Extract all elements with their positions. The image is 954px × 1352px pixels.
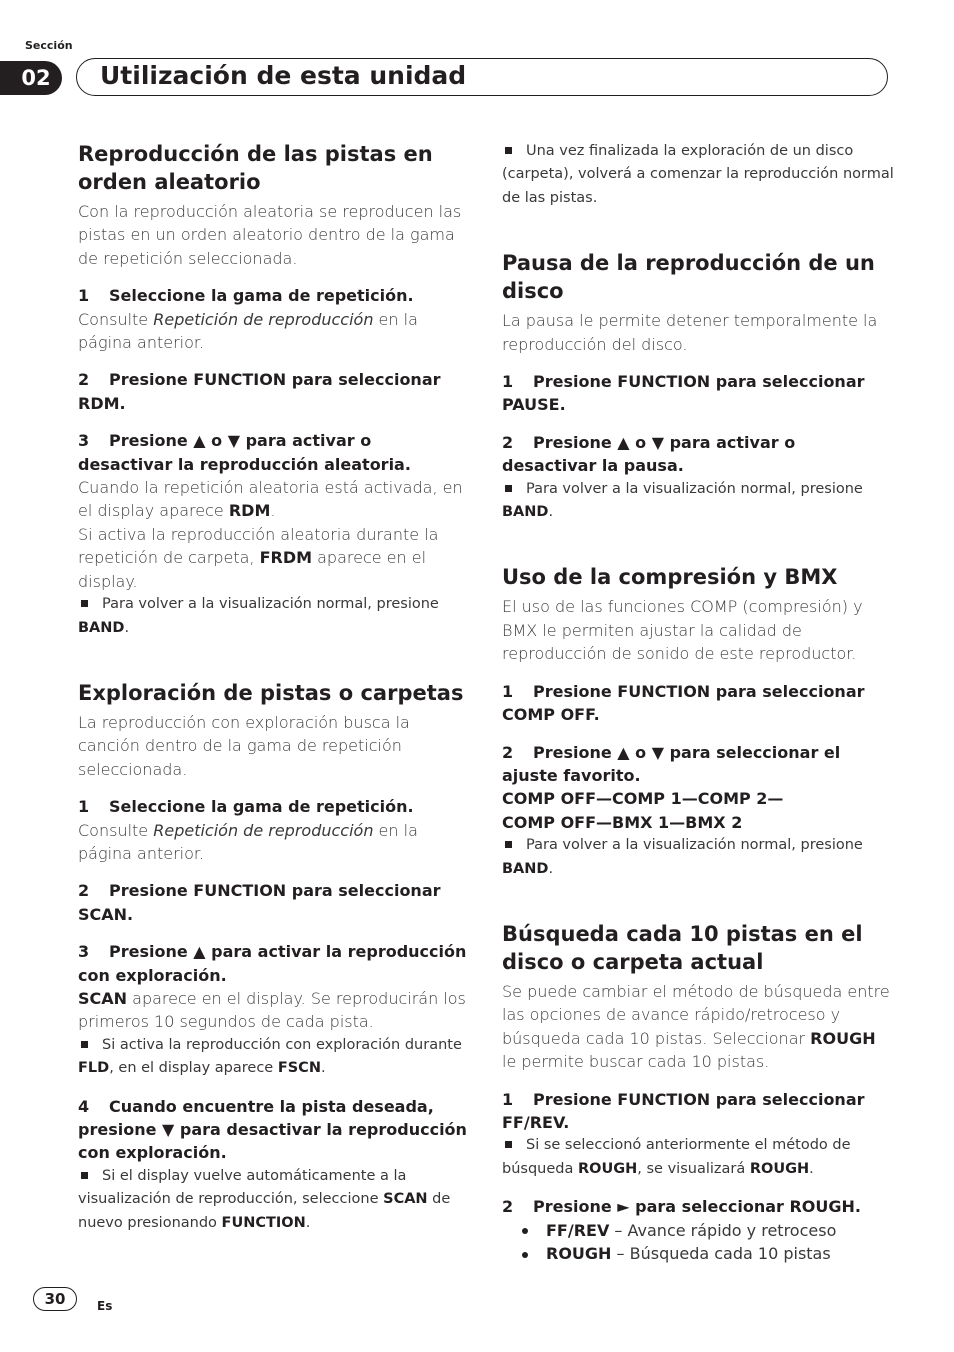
section-intro: Se puede cambiar el método de búsqueda entre las opciones de avance rápido/retroceso y búsqueda cada 10 pistas. Seleccionar ROUGH le permite buscar cada 10 pistas. <box>502 981 890 1072</box>
section-rough-search <box>502 920 894 1265</box>
step-3: 3 Presione ▲ para activar la reproducción con exploración. <box>78 942 467 985</box>
square-bullet-icon <box>505 485 512 492</box>
step-2: 2 Presione FUNCTION para seleccionar SCAN. <box>78 881 441 924</box>
step-2: 2 Presione ▲ o ▼ para activar o desactivar la pausa. <box>502 432 796 476</box>
square-bullet-icon <box>505 1141 512 1148</box>
step-1: 1 Seleccione la gama de repetición. <box>78 286 414 306</box>
section-number-badge: 02 <box>0 61 62 95</box>
chapter-title: Utilización de esta unidad <box>100 61 467 90</box>
left-column <box>78 140 470 1235</box>
section-intro: Con la reproducción aleatoria se reproducen las pistas en un orden aleatorio dentro de la gama de repetición seleccionada. <box>78 202 462 268</box>
section-pause <box>502 249 894 524</box>
section-heading: Uso de la compresión y BMX <box>502 565 838 590</box>
step-1: 1 Presione FUNCTION para seleccionar FF/REV. <box>502 1089 865 1132</box>
note: Para volver a la visualización normal, presione BAND. <box>78 596 439 636</box>
section-heading: Reproducción de las pistas en orden aleatorio <box>78 142 433 194</box>
section-intro: La reproducción con exploración busca la canción dentro de la gama de repetición seleccionada. <box>78 712 410 779</box>
step-2: 2 Presione FUNCTION para seleccionar RDM. <box>78 370 441 413</box>
section-comp-bmx <box>502 563 894 880</box>
step-3: 3 Presione ▲ o ▼ para activar o desactivar la reproducción aleatoria. <box>78 431 411 474</box>
step-3-body: Cuando la repetición aleatoria está activada, en el display aparece RDM. <box>78 478 463 521</box>
step-3-body-2: Si activa la reproducción aleatoria durante la repetición de carpeta, FRDM aparece en el display. <box>78 524 439 591</box>
square-bullet-icon <box>81 600 88 607</box>
note: Si se seleccionó anteriormente el método de búsqueda ROUGH, se visualizará ROUGH. <box>502 1137 851 1177</box>
step-1: 1 Presione FUNCTION para seleccionar PAUSE. <box>502 372 865 415</box>
section-heading: Pausa de la reproducción de un disco <box>502 251 875 304</box>
step-1-body: Consulte Repetición de reproducción en la página anterior. <box>78 309 418 353</box>
step-1-body: Consulte Repetición de reproducción en la página anterior. <box>78 820 418 863</box>
step-3-body: SCAN aparece en el display. Se reproducirán los primeros 10 segundos de cada pista. <box>78 988 466 1032</box>
note: Una vez finalizada la exploración de un disco (carpeta), volverá a comenzar la reproducción normal de las pistas. <box>502 143 894 206</box>
note: Si el display vuelve automáticamente a la visualización de reproducción, seleccione SCAN de nuevo presionando FUNCTION. <box>78 1167 451 1231</box>
bullet-dot-icon <box>522 1252 528 1258</box>
square-bullet-icon <box>505 147 512 154</box>
step-2: 2 Presione ▲ o ▼ para seleccionar el ajuste favorito. <box>502 742 841 785</box>
section-random-playback <box>78 140 470 640</box>
square-bullet-icon <box>81 1041 88 1048</box>
step-1: 1 Seleccione la gama de repetición. <box>78 797 414 817</box>
section-heading: Búsqueda cada 10 pistas en el disco o carpeta actual <box>502 921 863 974</box>
step-1: 1 Presione FUNCTION para seleccionar COMP OFF. <box>502 681 865 725</box>
note: Si activa la reproducción con exploración durante FLD, en el display aparece FSCN. <box>78 1036 462 1077</box>
section-heading: Exploración de pistas o carpetas <box>78 680 464 705</box>
section-scan-playback <box>78 679 470 1235</box>
square-bullet-icon <box>505 841 512 848</box>
bullet-dot-icon <box>522 1228 528 1234</box>
section-intro: El uso de las funciones COMP (compresión) y BMX le permiten ajustar la calidad de reproducción de sonido de este reproductor. <box>502 597 863 664</box>
comp-sequence-1: COMP OFF—COMP 1—COMP 2— <box>502 789 784 809</box>
list-item: FF/REV – Avance rápido y retroceso <box>502 1219 894 1242</box>
language-code: Es <box>97 1299 113 1313</box>
page-number: 30 <box>33 1287 77 1311</box>
step-4: 4 Cuando encuentre la pista deseada, presione ▼ para desactivar la reproducción con exploración. <box>78 1096 467 1163</box>
square-bullet-icon <box>81 1172 88 1179</box>
section-intro: La pausa le permite detener temporalmente la reproducción del disco. <box>502 311 878 354</box>
note: Para volver a la visualización normal, presione BAND. <box>502 480 863 521</box>
section-label: Sección <box>25 39 73 52</box>
right-column <box>502 140 894 1265</box>
list-item: ROUGH – Búsqueda cada 10 pistas <box>502 1242 894 1265</box>
comp-sequence-2: COMP OFF—BMX 1—BMX 2 <box>502 812 743 832</box>
step-2: 2 Presione ► para seleccionar ROUGH. <box>502 1197 861 1217</box>
note: Para volver a la visualización normal, presione BAND. <box>502 837 863 877</box>
